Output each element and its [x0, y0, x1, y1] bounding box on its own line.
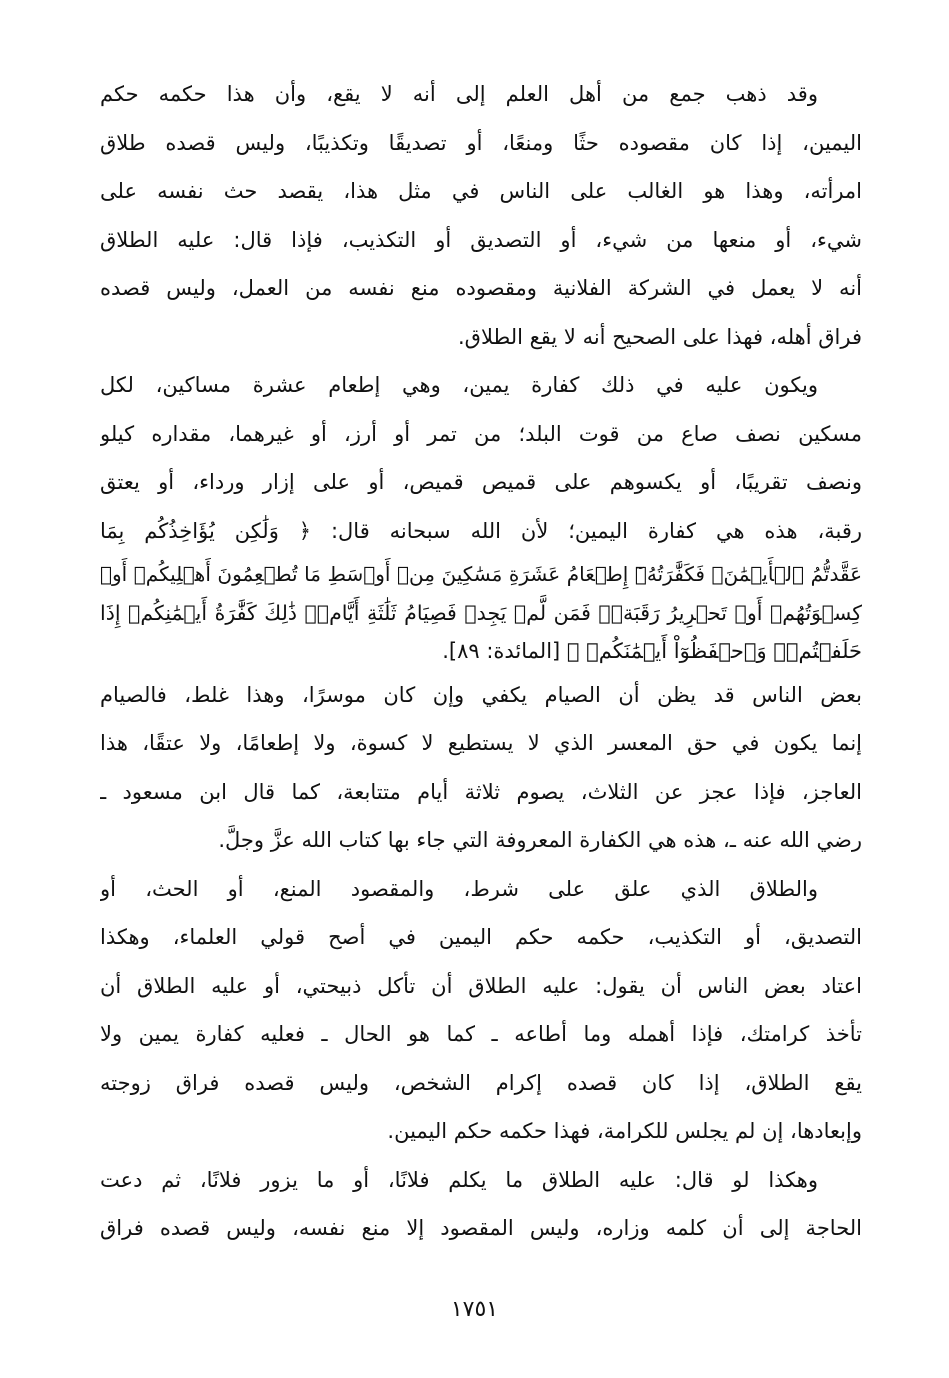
text-line: فراق أهله، فهذا على الصحيح أنه لا يقع الطلاق.	[457, 324, 862, 349]
text-line: ونصف تقريبًا، أو يكسوهم على قميص قميص، أو على إزار ورداء، أو يعتق	[100, 470, 862, 494]
text-line: أنه لا يعمل في الشركة الفلانية ومقصوده منع نفسه من العمل، وليس قصده	[100, 276, 862, 300]
paragraph	[100, 865, 862, 1156]
text-line: العاجز، فإذا عجز عن الثلاث، يصوم ثلاثة أيام متتابعة، كما قال ابن مسعود ـ	[100, 779, 862, 804]
text-line: رقبة، هذه هي كفارة اليمين؛ لأن الله سبحانه قال: ﴿ وَلَٰكِن يُؤَاخِذُكُم بِمَا	[100, 518, 862, 543]
text-line: رضي الله عنه ـ، هذه هي الكفارة المعروفة التي جاء بها كتاب الله عزَّ وجلَّ.	[218, 828, 862, 852]
page-number: ١٧٥١	[450, 1297, 499, 1322]
text-line: الحاجة إلى أن كلمه وزاره، وليس المقصود إلا منع نفسه، وليس قصده فراق	[100, 1216, 862, 1240]
text-line: مسكين نصف صاع من قوت البلد؛ من تمر أو أرز، أو غيرهما، مقداره كيلو	[100, 421, 862, 446]
paragraph	[100, 671, 862, 865]
text-line: والطلاق الذي علق على شرط، والمقصود المنع، أو الحث، أو	[100, 876, 818, 901]
text-line: اعتاد بعض الناس أن يقول: عليه الطلاق أن تأكل ذبيحتي، أو عليه الطلاق أن	[100, 973, 862, 998]
paragraph	[100, 361, 862, 671]
text-line: وقد ذهب جمع من أهل العلم إلى أنه لا يقع، وأن هذا حكمه حكم	[100, 82, 818, 106]
page-body	[100, 70, 862, 1253]
paragraph	[100, 1156, 862, 1253]
text-line: امرأته، وهذا هو الغالب على الناس في مثل هذا، يقصد حث نفسه على	[100, 179, 862, 203]
quran-verse-line: كِسۡوَتُهُمۡ أَوۡ تَحۡرِيرُ رَقَبَةٖۖ فَمَن لَّمۡ يَجِدۡ فَصِيَامُ ثَلَٰثَةِ أَيَّامٖۚ ذَٰلِكَ كَفَّٰرَةُ أَيۡمَٰنِكُمۡ إِذَا	[100, 600, 862, 625]
quran-verse-line: حَلَفۡتُمۡۚ وَٱحۡفَظُوٓاْ أَيۡمَٰنَكُمۡ ﴾ [المائدة: ٨٩].	[442, 639, 862, 663]
text-line: شيء، أو منعها من شيء، أو التصديق أو التكذيب، فإذا قال: عليه الطلاق	[100, 227, 862, 252]
text-line: وهكذا لو قال: عليه الطلاق ما يكلم فلانًا، أو ما يزور فلانًا، ثم دعت	[100, 1167, 818, 1192]
text-line: بعض الناس قد يظن أن الصيام يكفي وإن كان موسرًا، وهذا غلط، فالصيام	[100, 682, 862, 707]
quran-verse-line: عَقَّدتُّمُ ٱلۡأَيۡمَٰنَۖ فَكَفَّٰرَتُهُۥٓ إِطۡعَامُ عَشَرَةِ مَسَٰكِينَ مِنۡ أَوۡسَطِ مَا تُطۡعِمُونَ أَهۡلِيكُمۡ أَوۡ	[100, 562, 862, 586]
text-line: ويكون عليه في ذلك كفارة يمين، وهي إطعام عشرة مساكين، لكل	[100, 373, 818, 397]
paragraph	[100, 70, 862, 361]
text-line: وإبعادها، إن لم يجلس للكرامة، فهذا حكمه حكم اليمين.	[387, 1119, 862, 1143]
text-line: التصديق، أو التكذيب، حكمه حكم اليمين في أصح قولي العلماء، وهكذا	[100, 925, 862, 949]
text-line: اليمين، إذا كان مقصوده حثًا ومنعًا، أو تصديقًا وتكذيبًا، وليس قصده طلاق	[100, 130, 862, 155]
text-line: تأخذ كرامتك، فإذا أهمله وما أطاعه ـ كما هو الحال ـ فعليه كفارة يمين ولا	[100, 1022, 862, 1046]
text-line: إنما يكون في حق المعسر الذي لا يستطيع لا كسوة، ولا إطعامًا، ولا عتقًا، هذا	[100, 731, 862, 755]
text-line: يقع الطلاق، إذا كان قصده إكرام الشخص، وليس قصده فراق زوجته	[100, 1070, 862, 1095]
